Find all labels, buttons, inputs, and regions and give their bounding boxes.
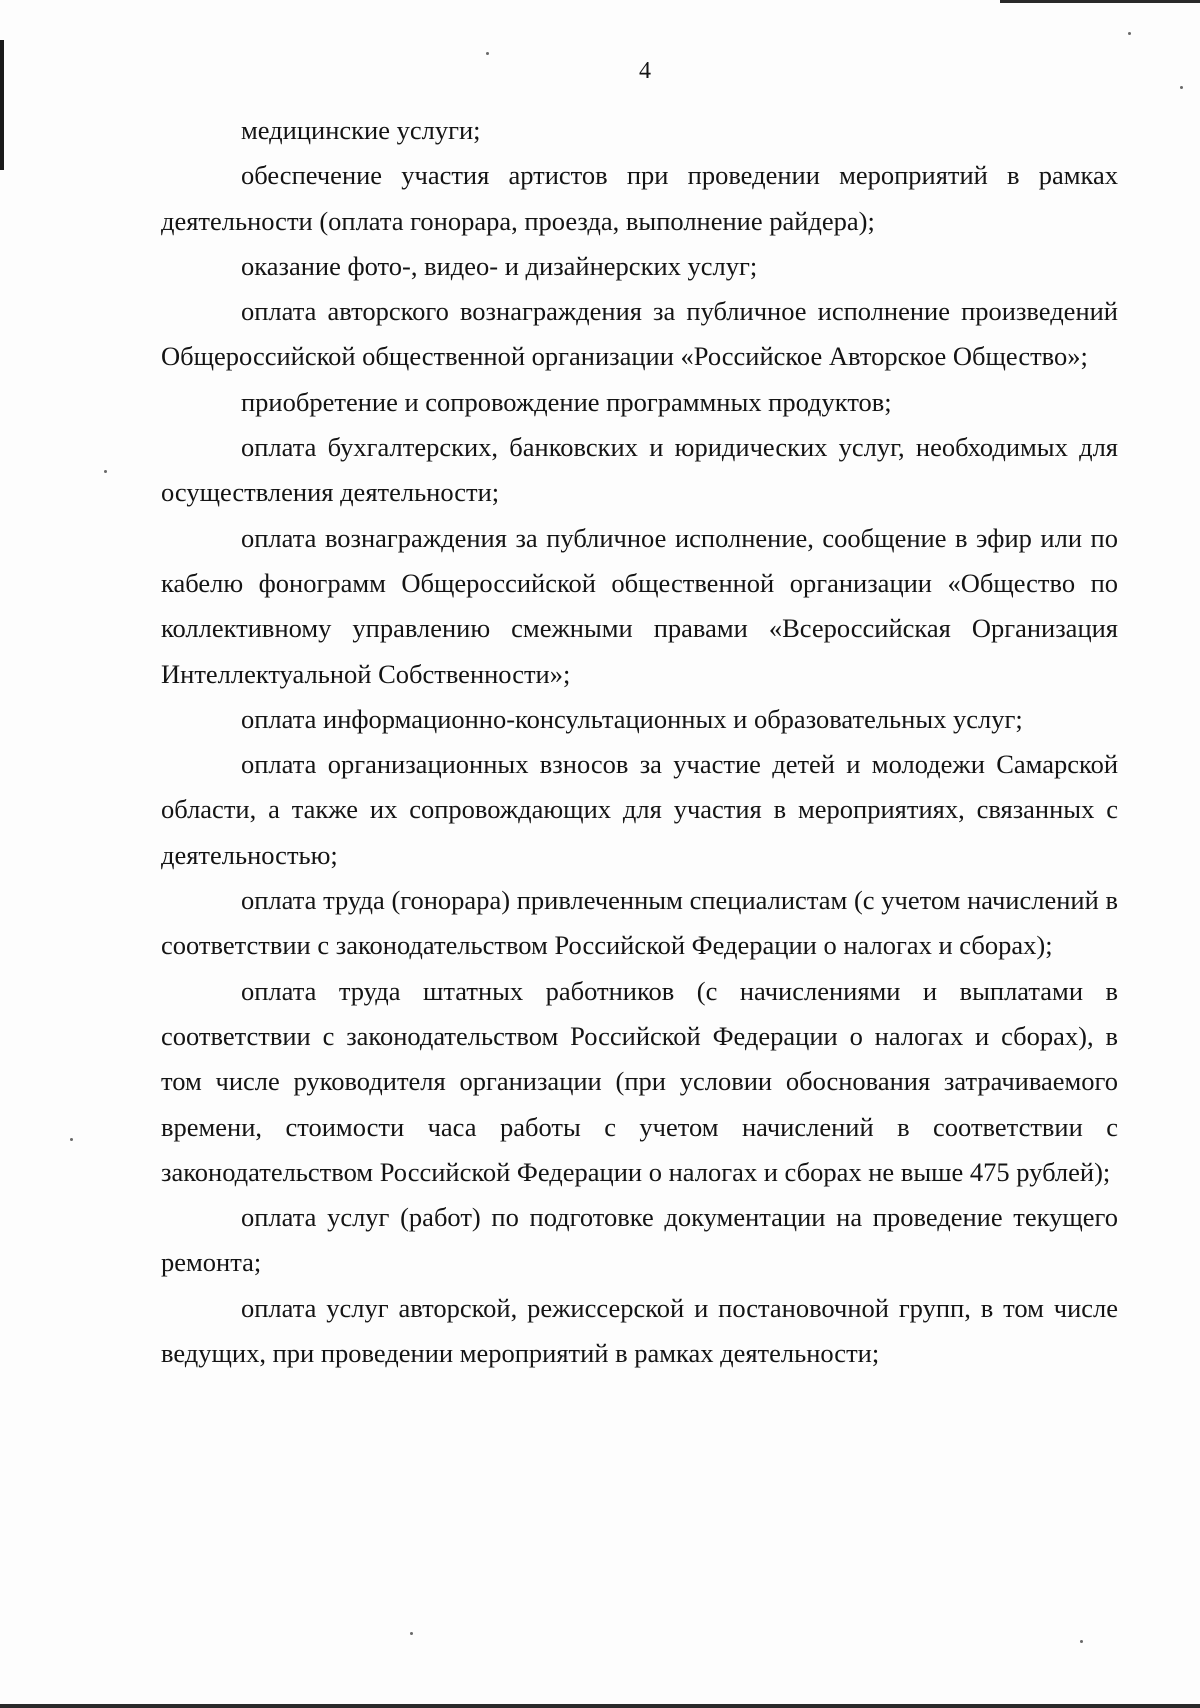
scan-speck (486, 52, 489, 55)
paragraph-invited-specialists: оплата труда (гонорара) привлеченным специалистам (с учетом начислений в соответствии с законодательством Российской Федерации о налогах и сборах); (161, 885, 1118, 961)
paragraph-phonogram-fee-voiс: оплата вознаграждения за публичное исполнение, сообщение в эфир или по кабелю фонограмм Общероссийской общественной организации «Общество по коллективному управлению смежными правами «Всероссийская Организация Интеллектуальной Собственности»; (161, 522, 1118, 689)
scan-speck (1180, 86, 1183, 89)
scan-speck (1128, 32, 1131, 35)
paragraph-author-fee-rao: оплата авторского вознаграждения за публичное исполнение произведений Общероссийской общественной организации «Российское Авторское Общество»; (161, 296, 1118, 372)
scan-speck (70, 1138, 73, 1141)
paragraph-software-products: приобретение и сопровождение программных продуктов; (241, 386, 892, 417)
paragraph-medical-services: медицинские услуги; (241, 115, 481, 145)
scan-edge-bottom (0, 1704, 1200, 1708)
scan-edge-top (1000, 0, 1200, 3)
scan-speck (104, 470, 107, 473)
paragraph-artist-participation: обеспечение участия артистов при проведении мероприятий в рамках деятельности (оплата гонорара, проезда, выполнение райдера); (161, 160, 1118, 236)
paragraph-creative-groups: оплата услуг авторской, режиссерской и постановочной групп, в том числе ведущих, при проведении мероприятий в рамках деятельности; (161, 1292, 1118, 1369)
paragraph-accounting-banking-legal: оплата бухгалтерских, банковских и юридических услуг, необходимых для осуществления деятельности; (161, 432, 1118, 508)
scan-speck (410, 1632, 413, 1635)
paragraph-consulting-education: оплата информационно-консультационных и образовательных услуг; (241, 703, 1023, 734)
document-body (161, 108, 1118, 1376)
paragraph-repair-documentation: оплата услуг (работ) по подготовке документации на проведение текущего ремонта; (161, 1202, 1118, 1278)
page-number: 4 (639, 58, 651, 84)
paragraph-photo-video-design: оказание фото-, видео- и дизайнерских услуг; (241, 250, 758, 281)
paragraph-staff-salary: оплата труда штатных работников (с начислениями и выплатами в соответствии с законодательством Российской Федерации о налогах и сборах), в том числе руководителя организации (при условии обоснования затрачиваемого времени, стоимости часа работы с учетом начислений в соответствии с законодательством Российской Федерации о налогах и сборах не выше 475 рублей); (161, 975, 1118, 1187)
paragraph-organizational-fees: оплата организационных взносов за участие детей и молодежи Самарской области, а также их сопровождающих для участия в мероприятиях, связанных с деятельностью; (161, 749, 1118, 870)
scan-speck (1080, 1640, 1083, 1643)
